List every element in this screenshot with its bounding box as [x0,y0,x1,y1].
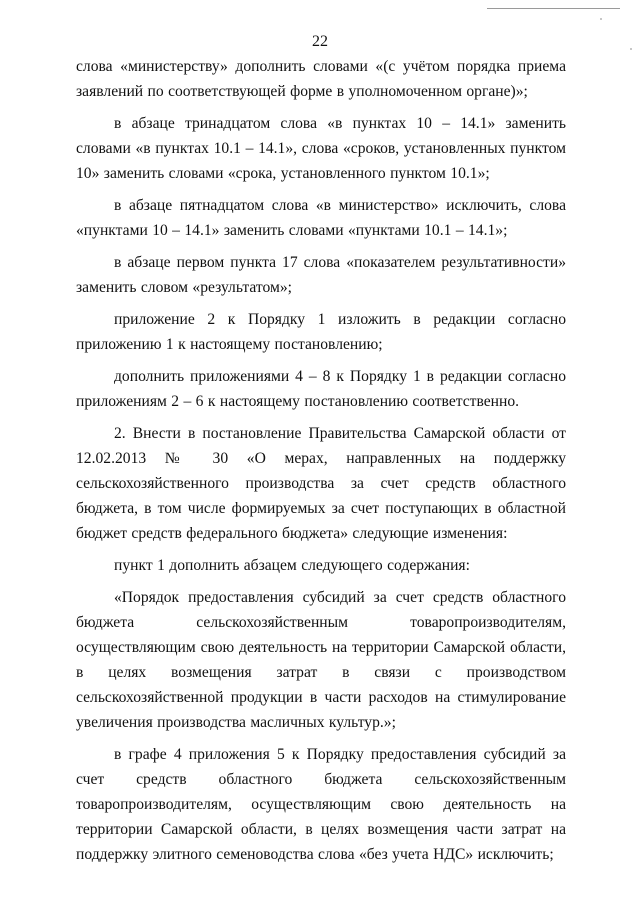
page-number: 22 [312,33,328,50]
quoted-paragraph: «Порядок предоставления субсидий за счет средств областного бюджета сельскохозяйственным товаропроизводителям, осуществляющим свою деятельность на территории Самарской области, в целях возмещения затрат в связи с производством сельскохозяйственной продукции в части расходов на стимулирование увеличения производства масличных культур.»; [76,589,566,731]
paragraph: в абзаце пятнадцатом слова «в министерство» исключить, слова «пунктами 10 – 14.1» заменить словами «пунктами 10.1 – 14.1»; [76,197,566,239]
top-rule [487,8,620,9]
paragraph: приложение 2 к Порядку 1 изложить в редакции согласно приложению 1 к настоящему постановлению; [76,311,566,353]
scan-speck [600,18,602,20]
paragraph: в абзаце тринадцатом слова «в пунктах 10 – 14.1» заменить словами «в пунктах 10.1 – 14.1», слова «сроков, установленных пунктом 10» заменить словами «срока, установленного пунктом 10.1»; [76,115,566,182]
document-body [76,54,566,874]
paragraph: 2. Внести в постановление Правительства Самарской области от 12.02.2013 № 30 «О мерах, направленных на поддержку сельскохозяйственного производства за счет средств областного бюджета, в том числе формируемых за счет поступающих в областной бюджет средств федерального бюджета» следующие изменения: [76,425,566,542]
paragraph: слова «министерству» дополнить словами «(с учётом порядка приема заявлений по соответствующей форме в уполномоченном органе)»; [76,58,566,100]
paragraph: пункт 1 дополнить абзацем следующего содержания: [114,557,470,574]
paragraph: в абзаце первом пункта 17 слова «показателем результативности» заменить словом «результатом»; [76,254,566,296]
paragraph: дополнить приложениями 4 – 8 к Порядку 1 в редакции согласно приложениям 2 – 6 к настоящему постановлению соответственно. [76,368,566,410]
paragraph: в графе 4 приложения 5 к Порядку предоставления субсидий за счет средств областного бюджета сельскохозяйственным товаропроизводителям, осуществляющим свою деятельность на территории Самарской области, в целях возмещения части затрат на поддержку элитного семеноводства слова «без учета НДС» исключить; [76,746,566,863]
